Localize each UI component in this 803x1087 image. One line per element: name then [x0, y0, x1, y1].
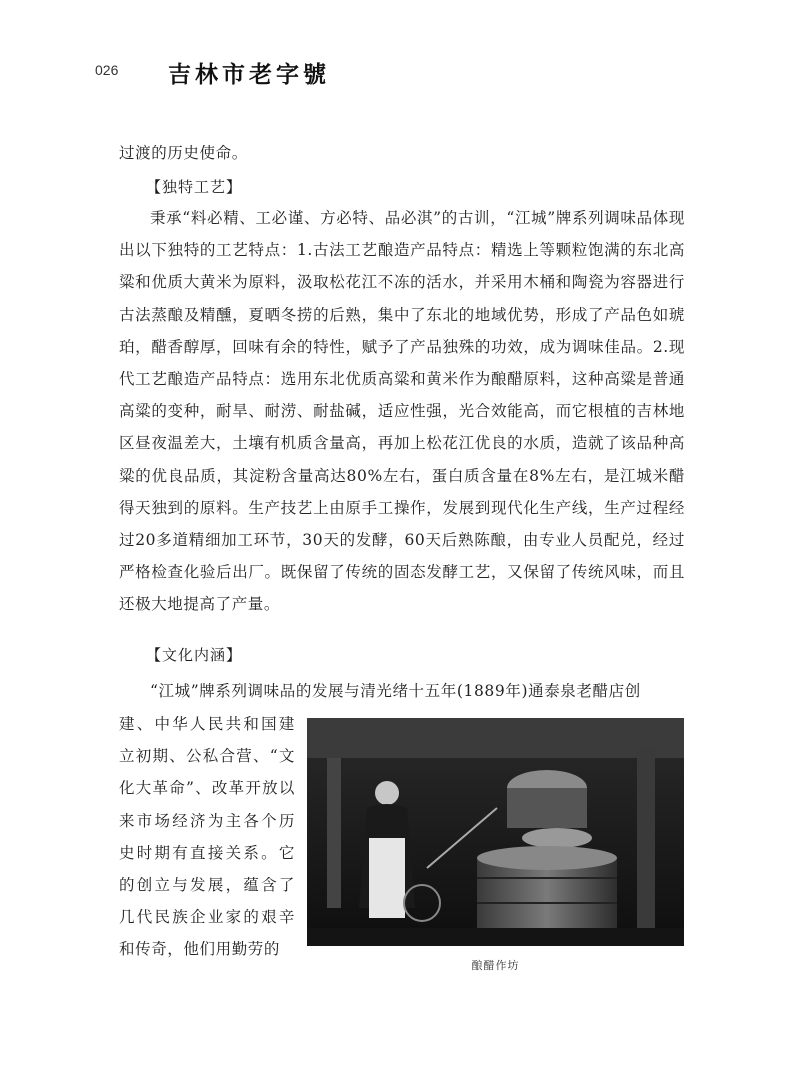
continuation-paragraph: 过渡的历史使命。: [119, 144, 248, 162]
workshop-photo-image: [307, 718, 684, 946]
section-heading-craft: 【独特工艺】: [146, 178, 243, 196]
page-number: 026: [95, 62, 119, 78]
culture-wrapped-text: [119, 708, 295, 966]
craft-text-block: [119, 202, 685, 621]
culture-paragraph-wrapped: 建、中华人民共和国建立初期、公私合营、“文化大革命”、改革开放以来市场经济为主各个历史时期有直接关系。它的创立与发展，蕴含了几代民族企业家的艰辛和传奇，他们用勤劳的: [119, 715, 295, 959]
craft-paragraph: 秉承“料必精、工必谨、方必特、品必淇”的古训，“江城”牌系列调味品体现出以下独特的工艺特点：1.古法工艺酿造产品特点：精选上等颗粒饱满的东北高粱和优质大黄米为原料，汲取松花江不冻的活水，并采用木桶和陶瓷为容器进行古法蒸酿及精醺，夏晒冬捞的后熟，集中了东北的地域优势，形成了产品色如琥珀，醋香醇厚，回味有余的特性，赋予了产品独殊的功效，成为调味佳品。2.现代工艺酿造产品特点：选用东北优质高粱和黄米作为酿醋原料，这种高粱是普通高粱的变种，耐旱、耐涝、耐盐碱，适应性强，光合效能高，而它根植的吉林地区昼夜温差大，土壤有机质含量高，再加上松花江优良的水质，造就了该品种高粱的优良品质，其淀粉含量高达80%左右，蛋白质含量在8%左右，是江城米醋得天独到的原料。生产技艺上由原手工操作，发展到现代化生产线，生产过程经过20多道精细加工环节，30天的发酵，60天后熟陈酿，由专业人员配兑，经过严格检查化验后出厂。既保留了传统的固态发酵工艺，又保留了传统风味，而且还极大地提高了产量。: [119, 209, 685, 614]
photo-caption: 酿醋作坊: [471, 959, 520, 972]
culture-paragraph-line: “江城”牌系列调味品的发展与清光绪十五年(1889年)通泰泉老醋店创: [150, 682, 641, 700]
body-text-block: [119, 137, 685, 169]
section-heading-culture: 【文化内涵】: [146, 646, 243, 664]
book-title: 吉林市老字號: [168, 61, 330, 88]
culture-text-block: [119, 675, 685, 707]
workshop-photo: [307, 718, 684, 946]
